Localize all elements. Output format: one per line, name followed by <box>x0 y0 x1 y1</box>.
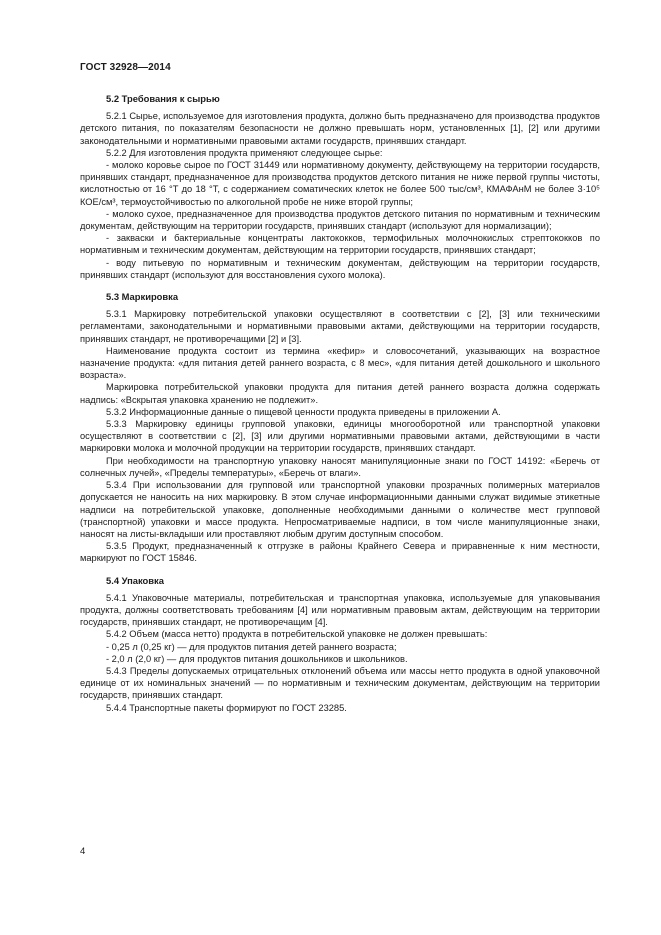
paragraph: 5.2.2 Для изготовления продукта применяют следующее сырье: <box>106 147 383 158</box>
list-item: - молоко коровье сырое по ГОСТ 31449 или нормативному документу, действующему на территории государств, принявших стандарт, предназначенное для производства продуктов детского питания не ниже первой группы чистоты, кислотностью от 16 °Т до 18 °Т, с содержанием соматических клеток не более 500 тыс/см³, КМАФАнМ не более 3·10⁵ КОЕ/см³, термоустойчивостью по алкогольной пробе не ниже второй группы; <box>80 160 600 207</box>
section-raw-materials <box>80 93 600 281</box>
document-body <box>80 93 600 724</box>
paragraph: Наименование продукта состоит из термина «кефир» и словосочетаний, указывающих на возрастное назначение продукта: «для питания детей раннего возраста, с 8 мес», «для питания детей дошкольного и школьного возраста». <box>80 345 600 381</box>
list-item: - 2,0 л (2,0 кг) — для продуктов питания дошкольников и школьников. <box>106 653 408 664</box>
paragraph: 5.4.3 Пределы допускаемых отрицательных отклонений объема или массы нетто продукта в одной упаковочной единице от их номинальных значений — по нормативным и техническим документам, действующим на территории государств, принявших стандарт. <box>80 665 600 701</box>
section-marking <box>80 291 600 564</box>
list-item: - закваски и бактериальные концентраты лактококков, термофильных молочнокислых стрептококков по нормативным и техническим документам, действующим на территории государств, принявших стандарт; <box>80 233 600 256</box>
paragraph: 5.3.4 При использовании для групповой или транспортной упаковки прозрачных полимерных материалов допускается не наносить на них маркировку. В этом случае информационными данными служат видимые этикетные надписи на потребительской упаковке, дополненные необходимыми данными о количестве мест групповой (транспортной) упаковки и массе продукта. Непросматриваемые надписи, в том числе манипуляционные знаки, наносят на листы-вкладыши или проставляют любым другим доступным способом. <box>80 480 600 539</box>
document-header: ГОСТ 32928—2014 <box>80 62 171 73</box>
paragraph: 5.3.1 Маркировку потребительской упаковки осуществляют в соответствии с [2], [3] или техническими регламентами, законодательными и нормативными правовыми актами, действующими на территории государств, принявших стандарт, не противоречащими [2] и [3]. <box>80 309 600 344</box>
paragraph: 5.4.2 Объем (масса нетто) продукта в потребительской упаковке не должен превышать: <box>106 629 488 640</box>
section-packaging <box>80 575 600 714</box>
section-title: 5.2 Требования к сырью <box>106 93 220 104</box>
paragraph: Маркировка потребительской упаковки продукта для питания детей раннего возраста должна содержать надпись: «Вскрытая упаковка хранению не подлежит». <box>80 382 600 405</box>
paragraph: 5.3.3 Маркировку единицы групповой упаковки, единицы многооборотной или транспортной упаковки осуществляют в соответствии с [2], [3] или другими нормативными правовыми актами, действующими в части маркировки молока и молочной продукции на территории государств, принявших стандарт. <box>80 419 600 454</box>
section-title: 5.3 Маркировка <box>106 291 179 303</box>
paragraph: 5.3.2 Информационные данные о пищевой ценности продукта приведены в приложении А. <box>106 406 501 417</box>
paragraph: 5.4.1 Упаковочные материалы, потребительская и транспортная упаковка, используемые для упаковывания продукта, должны соответствовать требованиям [4] или нормативным правовым актам, действующим на территории государств, принявших стандарт, не противоречащим [4]. <box>80 592 600 628</box>
list-item: - молоко сухое, предназначенное для производства продуктов детского питания по нормативным и техническим документам, действующим на территории государств, принявших стандарт (используют для нормализации); <box>80 208 600 232</box>
list-item: - воду питьевую по нормативным и техническим документам, действующим на территории государств, принявших стандарт (используют для восстановления сухого молока). <box>80 257 600 280</box>
paragraph: 5.4.4 Транспортные пакеты формируют по ГОСТ 23285. <box>106 702 347 713</box>
page-number: 4 <box>80 846 86 857</box>
paragraph: 5.3.5 Продукт, предназначенный к отгрузке в районы Крайнего Севера и приравненные к ним местности, маркируют по ГОСТ 15846. <box>80 541 600 564</box>
section-title: 5.4 Упаковка <box>106 574 164 586</box>
paragraph: 5.2.1 Сырье, используемое для изготовления продукта, должно быть предназначено для производства продуктов детского питания, по показателям безопасности не должно превышать норм, установленных [1], [2] или другими законодательными и нормативными правовыми актами государств, принявших стандарт. <box>80 111 600 146</box>
list-item: - 0,25 л (0,25 кг) — для продуктов питания детей раннего возраста; <box>106 641 397 652</box>
paragraph: При необходимости на транспортную упаковку наносят манипуляционные знаки по ГОСТ 14192: «Беречь от солнечных лучей», «Пределы температуры», «Беречь от влаги». <box>80 455 600 478</box>
